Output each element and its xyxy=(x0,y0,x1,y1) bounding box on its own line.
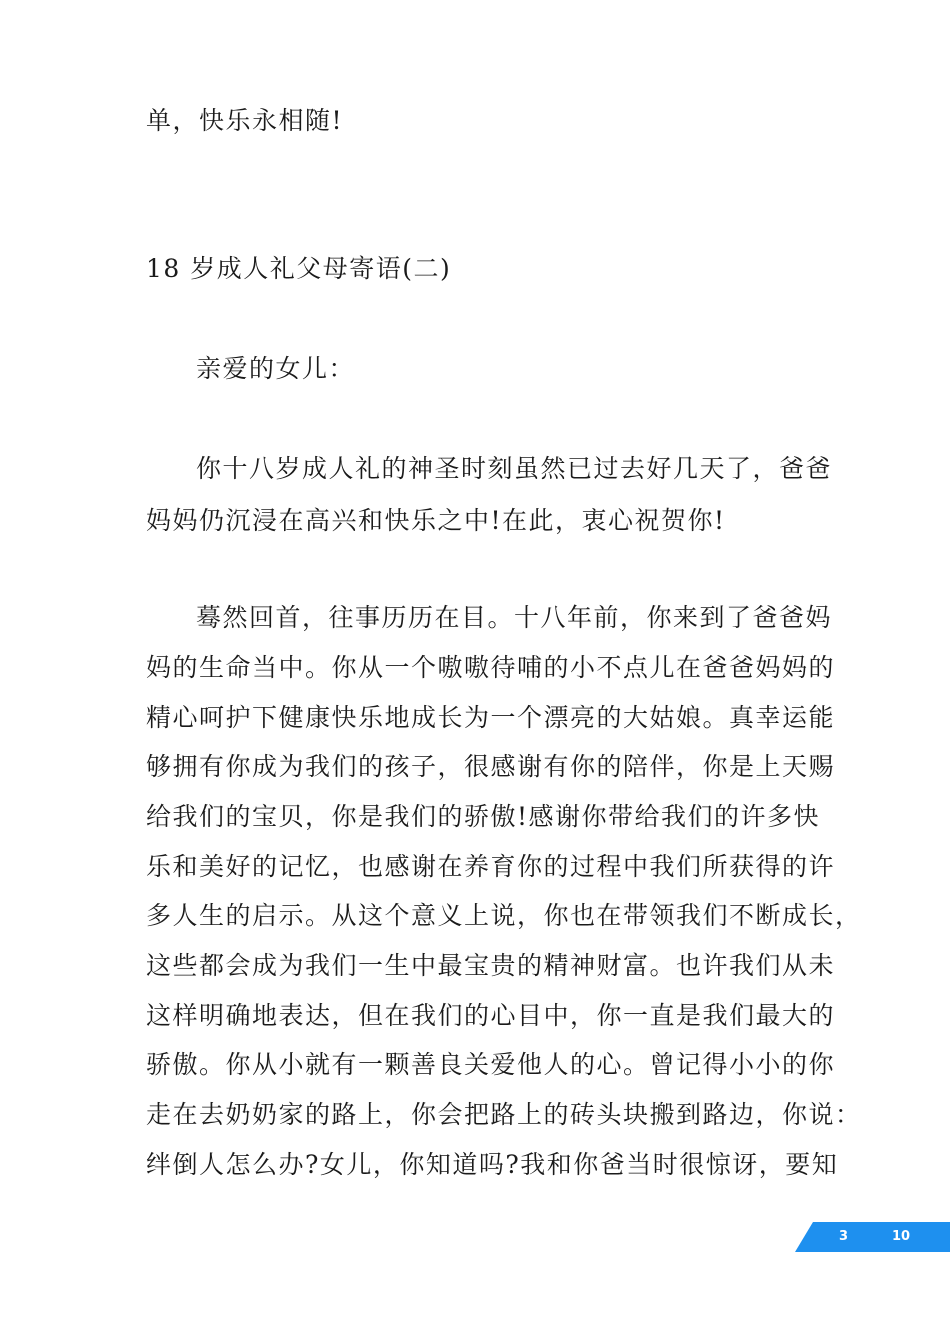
total-pages-number: 10 xyxy=(892,1229,911,1244)
paragraph-line: 够拥有你成为我们的孩子，很感谢有你的陪伴，你是上天赐 xyxy=(146,752,836,781)
paragraph-line: 这样明确地表达，但在我们的心目中，你一直是我们最大的 xyxy=(146,1001,836,1030)
paragraph-line: 精心呵护下健康快乐地成长为一个漂亮的大姑娘。真幸运能 xyxy=(146,703,836,732)
paragraph-line: 骄傲。你从小就有一颗善良关爱他人的心。曾记得小小的你 xyxy=(146,1050,836,1079)
paragraph-line: 乐和美好的记忆，也感谢在养育你的过程中我们所获得的许 xyxy=(146,852,836,881)
paragraph-line: 单，快乐永相随! xyxy=(146,106,344,135)
paragraph-line: 妈的生命当中。你从一个嗷嗷待哺的小不点儿在爸爸妈妈的 xyxy=(146,653,836,682)
page-number-badge xyxy=(795,1222,950,1252)
paragraph-line: 给我们的宝贝，你是我们的骄傲!感谢你带给我们的许多快 xyxy=(146,802,821,831)
paragraph-line: 走在去奶奶家的路上，你会把路上的砖头块搬到路边，你说： xyxy=(146,1100,862,1129)
page-badge-shape xyxy=(795,1222,950,1252)
paragraph-line: 妈妈仍沉浸在高兴和快乐之中!在此，衷心祝贺你! xyxy=(146,506,726,535)
section-heading: 18 岁成人礼父母寄语(二) xyxy=(146,254,452,283)
paragraph-line: 绊倒人怎么办?女儿，你知道吗?我和你爸当时很惊讶，要知 xyxy=(146,1150,839,1179)
paragraph-line: 蓦然回首，往事历历在目。十八年前，你来到了爸爸妈 xyxy=(196,603,833,632)
paragraph-line: 你十八岁成人礼的神圣时刻虽然已过去好几天了，爸爸 xyxy=(196,454,833,483)
paragraph-line: 这些都会成为我们一生中最宝贵的精神财富。也许我们从未 xyxy=(146,951,836,980)
paragraph-line: 多人生的启示。从这个意义上说，你也在带领我们不断成长， xyxy=(146,901,862,930)
current-page-number: 3 xyxy=(839,1229,849,1244)
salutation: 亲爱的女儿： xyxy=(196,354,356,383)
